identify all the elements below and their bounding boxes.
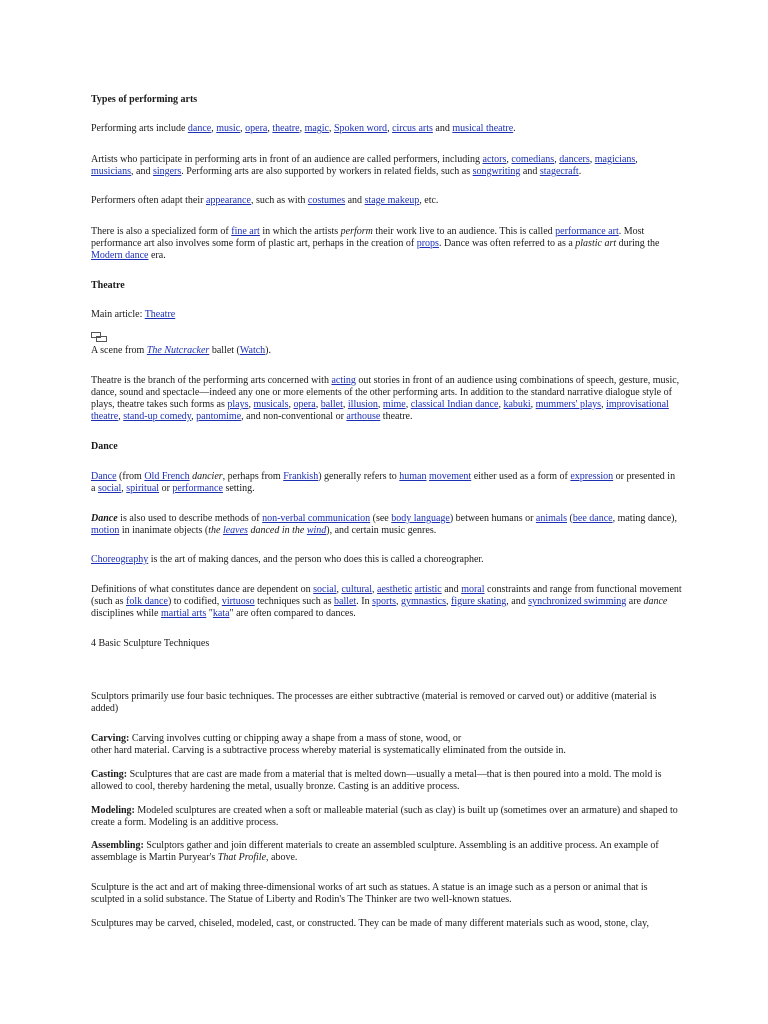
link-fine-art[interactable]: fine art (231, 226, 260, 237)
link-watch[interactable]: Watch (239, 345, 266, 356)
image-caption: A scene from The Nutcracker ballet (Watch). (91, 345, 272, 356)
link-expression[interactable]: expression (570, 471, 614, 482)
link-cultural[interactable]: cultural (341, 584, 373, 595)
link-spiritual[interactable]: spiritual (126, 483, 160, 494)
main-article-line: Main article: Theatre (91, 309, 176, 320)
link-main-article-theatre[interactable]: Theatre (144, 309, 176, 320)
link-songwriting[interactable]: songwriting (472, 166, 521, 177)
link-spoken-word[interactable]: Spoken word (334, 123, 388, 134)
section-heading-types: Types of performing arts (91, 94, 198, 105)
paragraph-casting: Casting: Sculptures that are cast are made from a material that is melted down—usually a metal—that is then poured into a mold. The mold is allowed to cool, thereby hardening the metal, usually bronze. Casting is an additive process. (91, 769, 662, 792)
link-comedians[interactable]: comedians (511, 154, 555, 165)
link-stand-up-comedy[interactable]: stand-up comedy (123, 411, 192, 422)
link-synchronized-swimming[interactable]: synchronized swimming (528, 596, 627, 607)
paragraph-dance-methods: Dance is also used to describe methods of non-verbal communication (see body language) between humans or animals (bee dance, mating dance), motion in inanimate objects (the leaves danced in the wind), and certain music genres. (91, 513, 677, 536)
paragraph-sculpture-materials: Sculptures may be carved, chiseled, modeled, cast, or constructed. They can be made of many different materials such as wood, stone, clay, (91, 918, 649, 929)
link-folk-dance[interactable]: folk dance (126, 596, 168, 607)
paragraph-sculpture-definition: Sculpture is the act and art of making three-dimensional works of art such as statues. A statue is an image such as a person or animal that is sculpted in a solid substance. The Statue of Liberty and Rodin's The Thinker are two well-known statues. (91, 882, 648, 905)
link-improvisational-theatre[interactable]: improvisational theatre (91, 399, 669, 422)
link-bee-dance[interactable]: bee dance (572, 513, 613, 524)
link-dancers[interactable]: dancers (559, 154, 590, 165)
link-figure-skating[interactable]: figure skating (451, 596, 507, 607)
link-theatre[interactable]: theatre (272, 123, 300, 134)
link-magic[interactable]: magic (304, 123, 329, 134)
link-stagecraft[interactable]: stagecraft (539, 166, 579, 177)
link-the-nutcracker[interactable]: The Nutcracker (146, 345, 210, 356)
link-old-french[interactable]: Old French (144, 471, 190, 482)
link-acting[interactable]: acting (331, 375, 356, 386)
link-music[interactable]: music (216, 123, 241, 134)
link-animals[interactable]: animals (535, 513, 568, 524)
link-circus-arts[interactable]: circus arts (392, 123, 433, 134)
link-kabuki[interactable]: kabuki (503, 399, 531, 410)
link-social-2[interactable]: social (313, 584, 337, 595)
paragraph-assembling: Assembling: Sculptors gather and join different materials to create an assembled sculpture. Assembling is an additive process. An example of assemblage is Martin Puryear's That Profile, above. (91, 840, 659, 863)
sculpture-section-title: 4 Basic Sculpture Techniques (91, 638, 210, 649)
link-classical-indian-dance[interactable]: classical Indian dance (410, 399, 499, 410)
paragraph-dance-definitions: Definitions of what constitutes dance are dependent on social, cultural, aesthetic artistic and moral constraints and range from functional movement (such as folk dance) to codified, virtuoso techniques such as ballet. In sports, gymnastics, figure skating, and synchronized swimming are dance disciplines while martial arts "kata" are often compared to dances. (91, 584, 682, 619)
paragraph-sculpture-intro: Sculptors primarily use four basic techniques. The processes are either subtractive (material is removed or carved out) or additive (material is added) (91, 691, 657, 714)
link-stage-makeup[interactable]: stage makeup (364, 195, 420, 206)
link-musicians[interactable]: musicians (91, 166, 131, 177)
paragraph-carving: Carving: Carving involves cutting or chipping away a shape from a mass of stone, wood, or other hard material. Carving is a subtractive process whereby material is systematically eliminated from the outside in. (91, 733, 566, 756)
link-sports[interactable]: sports (372, 596, 396, 607)
link-dance-2[interactable]: Dance (91, 471, 117, 482)
link-artistic[interactable]: artistic (414, 584, 442, 595)
link-dance[interactable]: dance (187, 123, 212, 134)
section-heading-theatre: Theatre (91, 280, 125, 291)
link-martial-arts[interactable]: martial arts (161, 608, 207, 619)
link-performance[interactable]: performance (172, 483, 223, 494)
link-frankish[interactable]: Frankish (283, 471, 319, 482)
paragraph-performance-art: There is also a specialized form of fine art in which the artists perform their work live to an audience. This is called performance art. Most performance art also involves some form of plastic art, perhaps in the creation of props. Dance was often referred to as a plastic art during the Modern dance era. (91, 226, 660, 261)
link-moral[interactable]: moral (461, 584, 485, 595)
link-actors[interactable]: actors (482, 154, 507, 165)
link-performance-art[interactable]: performance art (555, 226, 619, 237)
link-illusion[interactable]: illusion (347, 399, 378, 410)
link-props[interactable]: props (416, 238, 439, 249)
link-modern-dance[interactable]: Modern dance (91, 250, 149, 261)
link-motion[interactable]: motion (91, 525, 120, 536)
link-ballet[interactable]: ballet (320, 399, 343, 410)
link-opera-2[interactable]: opera (293, 399, 316, 410)
link-opera[interactable]: opera (245, 123, 268, 134)
link-arthouse[interactable]: arthouse (346, 411, 381, 422)
link-musicals[interactable]: musicals (253, 399, 289, 410)
link-gymnastics[interactable]: gymnastics (401, 596, 446, 607)
link-leaves[interactable]: leaves (222, 525, 248, 536)
link-human[interactable]: human (399, 471, 427, 482)
link-body-language[interactable]: body language (391, 513, 450, 524)
link-social[interactable]: social (97, 483, 122, 494)
link-wind[interactable]: wind (306, 525, 327, 536)
link-pantomime[interactable]: pantomime (196, 411, 242, 422)
link-singers[interactable]: singers (152, 166, 182, 177)
link-costumes[interactable]: costumes (307, 195, 346, 206)
link-plays[interactable]: plays (227, 399, 249, 410)
section-heading-dance: Dance (91, 441, 118, 452)
link-magicians[interactable]: magicians (594, 154, 636, 165)
link-appearance[interactable]: appearance (205, 195, 251, 206)
paragraph-modeling: Modeling: Modeled sculptures are created when a soft or malleable material (such as clay) is built up (sometimes over an armature) and shaped to create a form. Modeling is an additive process. (91, 805, 678, 828)
link-aesthetic[interactable]: aesthetic (377, 584, 413, 595)
paragraph-appearance: Performers often adapt their appearance, such as with costumes and stage makeup, etc. (91, 195, 439, 206)
paragraph-theatre: Theatre is the branch of the performing arts concerned with acting out stories in front of an audience using combinations of speech, gesture, music, dance, sound and spectacle—indeed any one or more elements of the other performing arts. In addition to the standard narrative dialogue style of plays, theatre takes such forms as plays, musicals, opera, ballet, illusion, mime, classical Indian dance, kabuki, mummers' plays, improvisational theatre, stand-up comedy, pantomime, and non-conventional or arthouse theatre. (91, 375, 680, 422)
link-movement[interactable]: movement (429, 471, 472, 482)
link-non-verbal-communication[interactable]: non-verbal communication (262, 513, 371, 524)
link-kata[interactable]: kata (212, 608, 230, 619)
paragraph-performers: Artists who participate in performing arts in front of an audience are called performers, including actors, comedians, dancers, magicians, musicians, and singers. Performing arts are also supported by workers in related fields, such as songwriting and stagecraft. (91, 154, 638, 177)
link-choreography[interactable]: Choreography (91, 554, 149, 565)
link-musical-theatre[interactable]: musical theatre (452, 123, 514, 134)
paragraph-performing-arts: Performing arts include dance, music, opera, theatre, magic, Spoken word, circus arts and musical theatre. (91, 123, 516, 134)
link-ballet-2[interactable]: ballet (334, 596, 357, 607)
link-mummers-plays[interactable]: mummers' plays (535, 399, 602, 410)
link-virtuoso[interactable]: virtuoso (221, 596, 255, 607)
paragraph-choreography: Choreography is the art of making dances, and the person who does this is called a choreographer. (91, 554, 484, 565)
link-mime[interactable]: mime (382, 399, 406, 410)
paragraph-dance-definition: Dance (from Old French dancier, perhaps from Frankish) generally refers to human movement either used as a form of expression or presented in a social, spiritual or performance setting. (91, 471, 676, 494)
broken-image-icon (91, 332, 107, 342)
